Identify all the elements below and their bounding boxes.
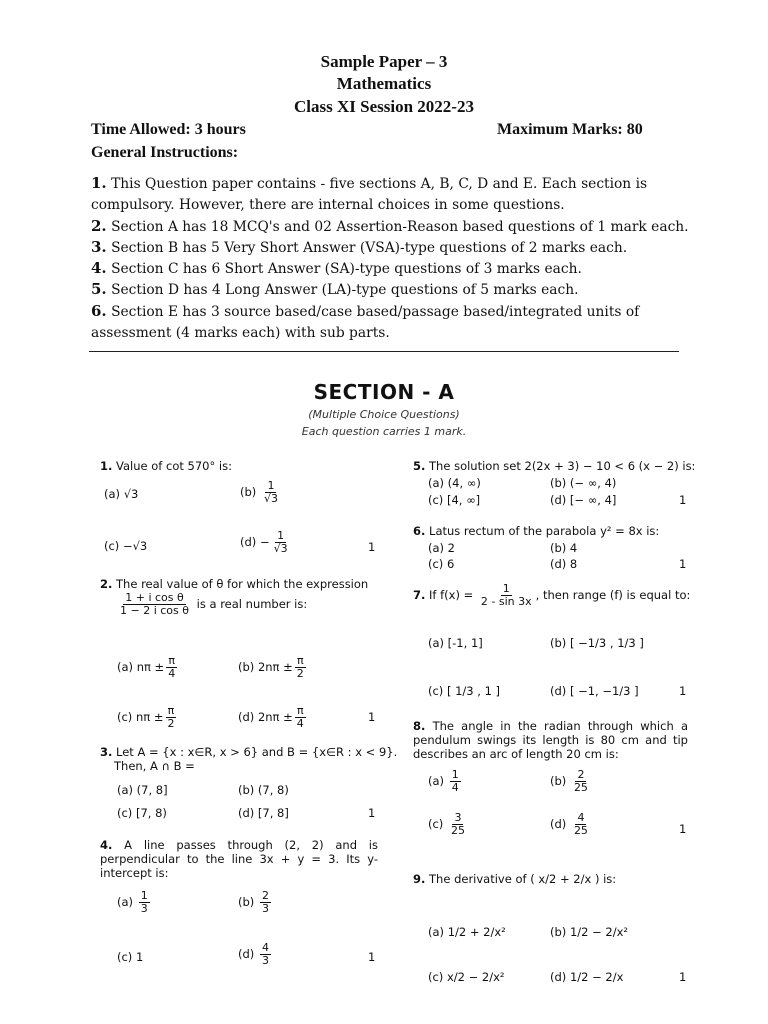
option-c[interactable]: (c) [ 1/3 , 1 ] xyxy=(428,684,501,698)
question-text: is a real number is: xyxy=(196,597,308,611)
question-text: Let A = {x : x∈R, x > 6} and B = {x∈R : x < 9}. xyxy=(116,745,398,759)
option-d[interactable]: (d) 1/2 − 2/x xyxy=(550,970,624,984)
option-c[interactable]: (c) [7, 8) xyxy=(117,806,167,820)
option-c[interactable]: (c) 6 xyxy=(428,557,455,571)
option-a[interactable]: (a) $\frac{1}{3}$ xyxy=(117,889,148,915)
option-b[interactable]: (b) 4 xyxy=(550,541,578,555)
instruction-number: 2. xyxy=(91,217,107,235)
divider-line xyxy=(89,351,679,352)
instruction-text: Section C has 6 Short Answer (SA)-type questions of 3 marks each. xyxy=(111,261,582,277)
option-d[interactable]: (d) $\frac{4}{3}$ xyxy=(238,941,269,967)
option-b[interactable]: (b) $\frac{1}{√3}$ xyxy=(240,479,278,505)
option-d[interactable]: (d) [7, 8] xyxy=(238,806,289,820)
question-text: The real value of θ for which the expression xyxy=(116,577,369,591)
instruction-item xyxy=(91,258,691,280)
instruction-item xyxy=(91,237,691,259)
question-7: 7. If f(x) = $\frac{1}{2 - \sin 3x}$ , then range (f) is equal to: xyxy=(413,582,691,608)
marks-label: 1 xyxy=(679,493,687,507)
question-5 xyxy=(413,459,713,473)
question-expression: ( x/2 + 2/x ) xyxy=(530,872,600,886)
question-number: 1. xyxy=(100,459,113,473)
question-1 xyxy=(100,459,390,473)
instruction-text: Section D has 4 Long Answer (LA)-type questions of 5 marks each. xyxy=(111,282,579,298)
option-b[interactable]: (b) $\frac{2}{3}$ xyxy=(238,889,269,915)
question-number: 8. xyxy=(413,719,426,733)
question-text: Value of cot 570° is: xyxy=(116,459,232,473)
option-d[interactable]: (d) − $\frac{1}{√3}$ xyxy=(240,529,288,555)
option-d[interactable]: (d) 2nπ ± $\frac{\pi}{4}$ xyxy=(238,704,304,730)
question-number: 6. xyxy=(413,524,426,538)
option-d[interactable]: (d) [− ∞, 4] xyxy=(550,493,617,507)
question-text: The derivative of xyxy=(429,872,527,886)
option-c[interactable]: (c) x/2 − 2/x² xyxy=(428,970,505,984)
instruction-text: This Question paper contains - five sections A, B, C, D and E. Each section is compulsory. However, there are internal choices in some questions. xyxy=(91,176,648,213)
option-b[interactable]: (b) $\frac{2}{25}$ xyxy=(550,768,588,794)
option-b[interactable]: (b) [ −1/3 , 1/3 ] xyxy=(550,636,644,650)
question-text: The solution set 2(2x + 3) − 10 < 6 (x − 2) is: xyxy=(429,459,696,473)
option-a[interactable]: (a) $\frac{1}{4}$ xyxy=(428,768,459,794)
maximum-marks: Maximum Marks: 80 xyxy=(497,121,643,138)
paper-title: Sample Paper – 3 xyxy=(320,52,448,71)
option-b[interactable]: (b) (− ∞, 4) xyxy=(550,476,617,490)
question-text: If f(x) = xyxy=(429,588,474,602)
marks-label: 1 xyxy=(679,970,687,984)
instruction-number: 1. xyxy=(91,174,107,192)
option-d[interactable]: (d) $\frac{4}{25}$ xyxy=(550,811,588,837)
section-title: SECTION - A xyxy=(313,380,455,404)
marks-label: 1 xyxy=(368,806,376,820)
marks-label: 1 xyxy=(679,684,687,698)
question-number: 9. xyxy=(413,872,426,886)
option-b[interactable]: (b) 1/2 − 2/x² xyxy=(550,925,628,939)
option-c[interactable]: (c) nπ ± $\frac{\pi}{2}$ xyxy=(117,704,175,730)
instruction-item xyxy=(91,279,691,301)
instruction-number: 3. xyxy=(91,238,107,256)
option-a[interactable]: (a) 1/2 + 2/x² xyxy=(428,925,506,939)
section-subtitle: (Multiple Choice Questions) xyxy=(308,408,460,421)
option-c[interactable]: (c) −√3 xyxy=(104,539,148,553)
instruction-number: 4. xyxy=(91,259,107,277)
question-text: A line passes through (2, 2) and is perpendicular to the line 3x + y = 3. Its y-intercept is: xyxy=(100,838,378,880)
option-a[interactable]: (a) 2 xyxy=(428,541,455,555)
section-note: Each question carries 1 mark. xyxy=(301,425,467,438)
instruction-number: 5. xyxy=(91,280,107,298)
marks-label: 1 xyxy=(368,950,376,964)
question-number: 7. xyxy=(413,588,426,602)
option-b[interactable]: (b) 2nπ ± $\frac{\pi}{2}$ xyxy=(238,654,304,680)
instruction-text: Section B has 5 Very Short Answer (VSA)-type questions of 2 marks each. xyxy=(111,240,628,256)
instruction-item xyxy=(91,216,691,238)
instruction-item xyxy=(91,301,691,344)
question-number: 5. xyxy=(413,459,426,473)
question-6 xyxy=(413,524,713,538)
marks-label: 1 xyxy=(368,710,376,724)
question-9 xyxy=(413,872,713,886)
time-allowed: Time Allowed: 3 hours xyxy=(91,121,246,138)
question-text: Latus rectum of the parabola y² = 8x is: xyxy=(429,524,660,538)
option-c[interactable]: (c) 1 xyxy=(117,950,144,964)
question-number: 2. xyxy=(100,577,113,591)
question-number: 4. xyxy=(100,838,113,852)
option-a[interactable]: (a) (4, ∞) xyxy=(428,476,481,490)
option-d[interactable]: (d) [ −1, −1/3 ] xyxy=(550,684,639,698)
question-text: Then, A ∩ B = xyxy=(114,759,195,773)
question-4 xyxy=(100,838,378,880)
question-text: , then range (f) is equal to: xyxy=(535,588,691,602)
instruction-item xyxy=(91,173,691,216)
option-a[interactable]: (a) (7, 8] xyxy=(117,783,168,797)
question-2-expression: $\frac{\text{1 + i cos θ}}{\text{1 − 2 i cos θ}}$ is a real number is: xyxy=(120,591,308,617)
option-d[interactable]: (d) 8 xyxy=(550,557,578,571)
question-8 xyxy=(413,719,688,761)
option-b[interactable]: (b) (7, 8) xyxy=(238,783,289,797)
option-a[interactable]: (a) nπ ± $\frac{\pi}{4}$ xyxy=(117,654,176,680)
instruction-number: 6. xyxy=(91,302,107,320)
marks-label: 1 xyxy=(368,540,376,554)
marks-label: 1 xyxy=(679,557,687,571)
general-instructions-heading: General Instructions: xyxy=(91,144,239,161)
option-a[interactable]: (a) √3 xyxy=(104,487,139,501)
class-session-title: Class XI Session 2022-23 xyxy=(294,97,474,116)
question-text: is: xyxy=(603,872,617,886)
option-c[interactable]: (c) $\frac{3}{25}$ xyxy=(428,811,465,837)
instruction-text: Section A has 18 MCQ's and 02 Assertion-Reason based questions of 1 mark each. xyxy=(111,219,689,235)
question-text: The angle in the radian through which a pendulum swings its length is 80 cm and tip describes an arc of length 20 cm is: xyxy=(413,719,688,761)
subject-title: Mathematics xyxy=(336,74,432,93)
option-c[interactable]: (c) [4, ∞] xyxy=(428,493,481,507)
question-2 xyxy=(100,577,390,591)
question-number: 3. xyxy=(100,745,113,759)
instruction-text: Section E has 3 source based/case based/passage based/integrated units of assessment (4 marks each) with sub parts. xyxy=(91,304,640,341)
marks-label: 1 xyxy=(679,822,687,836)
question-3 xyxy=(100,745,400,773)
option-a[interactable]: (a) [-1, 1] xyxy=(428,636,483,650)
